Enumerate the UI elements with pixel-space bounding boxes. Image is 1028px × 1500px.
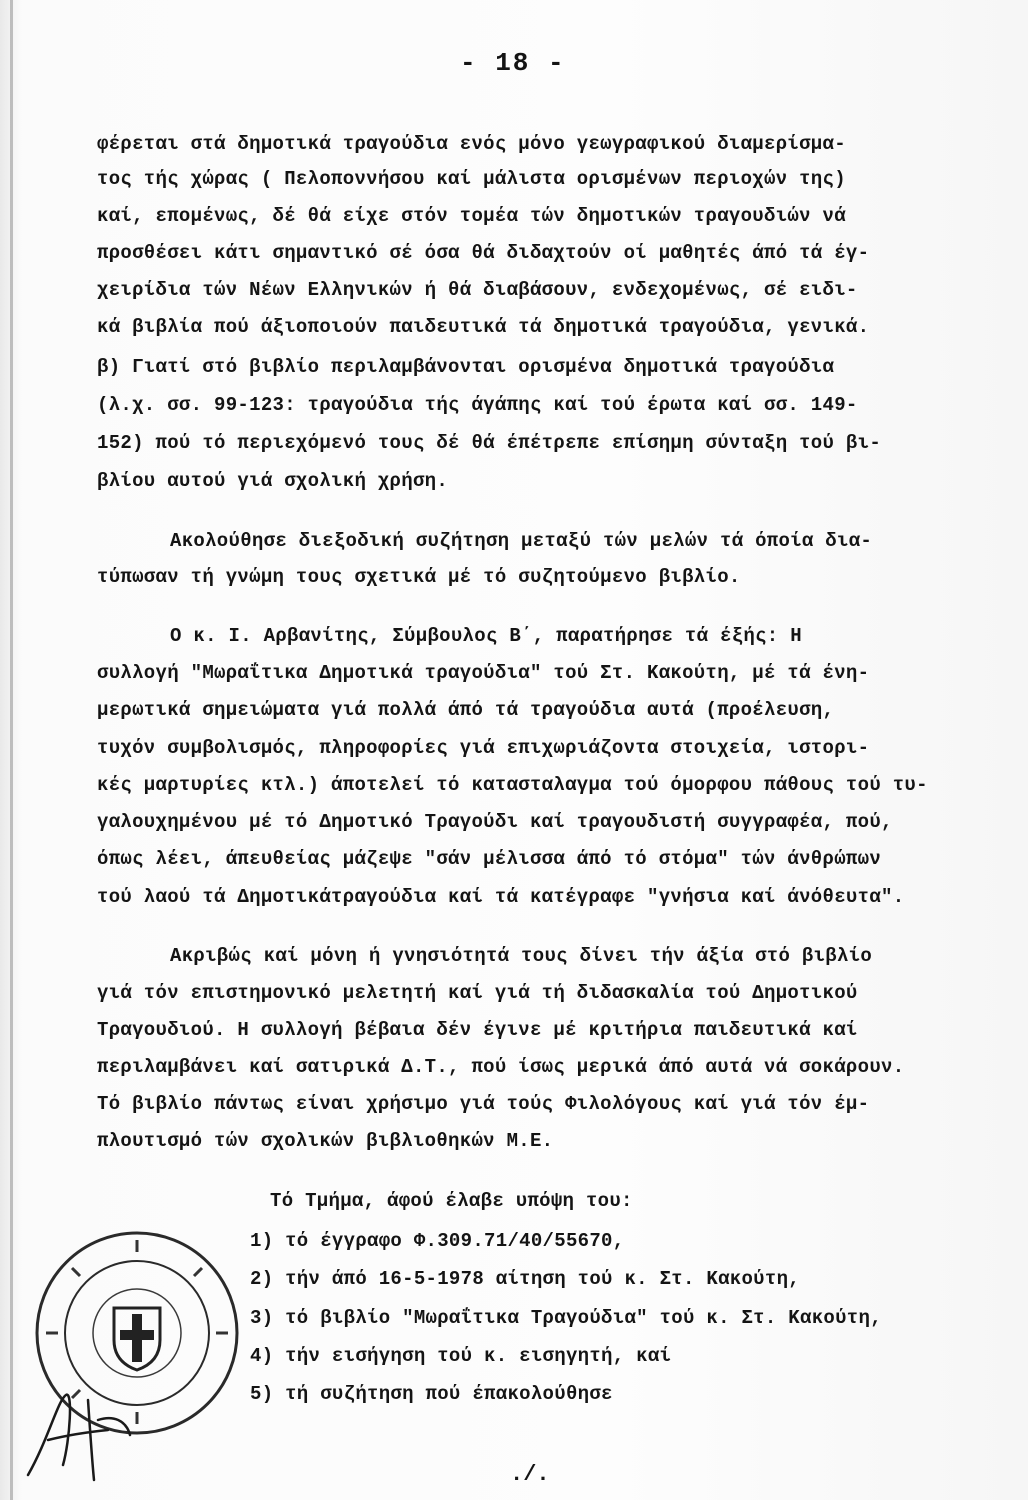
text-line: τού λαού τά Δημοτικάτραγούδια καί τά κατέγραφε "γνήσια καί άνόθευτα". — [97, 886, 905, 908]
decision-item: 2) τήν άπό 16-5-1978 αίτηση τού κ. Στ. Κακούτη, — [250, 1268, 800, 1290]
text-line: βλίου αυτού γιά σχολική χρήση. — [97, 470, 449, 492]
text-line: τύπωσαν τή γνώμη τους σχετικά μέ τό συζητούμενο βιβλίο. — [97, 566, 741, 588]
text-line: πλουτισμό τών σχολικών βιβλιοθηκών Μ.Ε. — [97, 1130, 554, 1152]
text-line: τυχόν συμβολισμός, πληροφορίες γιά επιχωριάζοντα στοιχεία, ιστορι- — [97, 737, 870, 759]
decision-item: 1) τό έγγραφο Φ.309.71/40/55670, — [250, 1230, 625, 1252]
text-line: φέρεται στά δημοτικά τραγούδια ενός μόνο γεωγραφικού διαμερίσμα- — [97, 133, 846, 155]
text-line: όπως λέει, άπευθείας μάζεψε "σάν μέλισσα άπό τό στόμα" τών άνθρώπων — [97, 848, 882, 870]
text-line: (λ.χ. σσ. 99-123: τραγούδια τής άγάπης καί τού έρωτα καί σσ. 149- — [97, 394, 858, 416]
text-line: τος τής χώρας ( Πελοποννήσου καί μάλιστα ορισμένων περιοχών της) — [97, 168, 846, 190]
text-line: συλλογή "Μωραΐτικα Δημοτικά τραγούδια" τού Στ. Κακούτη, μέ τά ένη- — [97, 662, 870, 684]
text-line: Τραγουδιού. Η συλλογή βέβαια δέν έγινε μέ κριτήρια παιδευτικά καί — [97, 1019, 858, 1041]
text-line: 152) πού τό περιεχόμενό τους δέ θά έπέτρεπε επίσημη σύνταξη τού βι- — [97, 432, 882, 454]
page-number: - 18 - — [460, 48, 566, 78]
decision-intro: Τό Τμήμα, άφού έλαβε υπόψη του: — [270, 1190, 633, 1212]
signature-icon — [18, 1380, 138, 1490]
binding-edge — [10, 0, 13, 1500]
text-line: περιλαμβάνει καί σατιρικά Δ.Τ., πού ίσως μερικά άπό αυτά νά σοκάρουν. — [97, 1056, 905, 1078]
text-line: προσθέσει κάτι σημαντικό σέ όσα θά διδαχτούν οί μαθητές άπό τά έγ- — [97, 242, 870, 264]
decision-item: 4) τήν εισήγηση τού κ. εισηγητή, καί — [250, 1345, 672, 1367]
text-line: Τό βιβλίο πάντως είναι χρήσιμο γιά τούς Φιλολόγους καί γιά τόν έμ- — [97, 1093, 870, 1115]
decision-item: 3) τό βιβλίο "Μωραΐτικα Τραγούδια" τού κ. Στ. Κακούτη, — [250, 1307, 882, 1329]
text-line: χειρίδια τών Νέων Ελληνικών ή θά διαβάσουν, ενδεχομένως, σέ ειδι- — [97, 279, 858, 301]
text-line: κά βιβλία πού άξιοποιούν παιδευτικά τά δημοτικά τραγούδια, γενικά. — [97, 316, 870, 338]
text-line: Ακολούθησε διεξοδική συζήτηση μεταξύ τών μελών τά όποία δια- — [170, 530, 873, 552]
decision-item: 5) τή συζήτηση πού έπακολούθησε — [250, 1383, 613, 1405]
text-line: Ο κ. Ι. Αρβανίτης, Σύμβουλος Β΄, παρατήρησε τά έξής: Η — [170, 625, 802, 647]
text-line: κές μαρτυρίες κτλ.) άποτελεί τό κατασταλαγμα τού όμορφου πάθους τού τυ- — [97, 774, 928, 796]
text-line: γαλουχημένου μέ τό Δημοτικό Τραγούδι καί τραγουδιστή συγγραφέα, πού, — [97, 811, 893, 833]
text-line: μερωτικά σημειώματα γιά πολλά άπό τά τραγούδια αυτά (προέλευση, — [97, 699, 835, 721]
text-line: γιά τόν επιστημονικό μελετητή καί γιά τή διδασκαλία τού Δημοτικού — [97, 982, 858, 1004]
closing-mark: ./. — [510, 1462, 550, 1487]
text-line: Ακριβώς καί μόνη ή γνησιότητά τους δίνει τήν άξία στό βιβλίο — [170, 945, 873, 967]
text-line: β) Γιατί στό βιβλίο περιλαμβάνονται ορισμένα δημοτικά τραγούδια — [97, 356, 835, 378]
text-line: καί, επομένως, δέ θά είχε στόν τομέα τών δημοτικών τραγουδιών νά — [97, 205, 846, 227]
